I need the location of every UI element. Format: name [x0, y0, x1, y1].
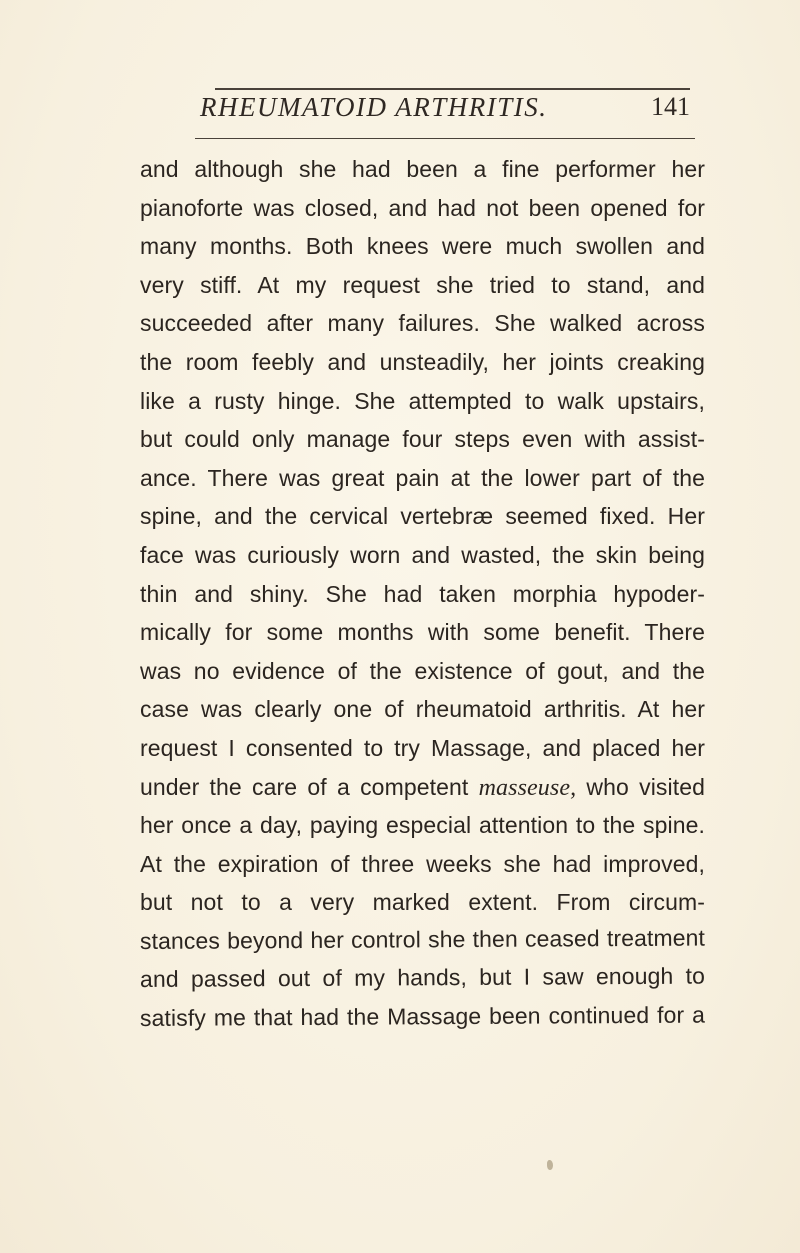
text-line: At the expiration of three weeks she had improved, — [140, 850, 705, 877]
text-line: pianoforte was closed, and had not been opened for — [140, 194, 705, 221]
text-run: under the care of a competent — [140, 773, 479, 800]
text-run: who visited — [576, 773, 705, 800]
text-line: face was curiously worn and wasted, the skin being — [140, 541, 705, 568]
text-line: was no evidence of the existence of gout, and the — [140, 657, 705, 684]
text-line: her once a day, paying especial attention to the spine. — [140, 812, 705, 839]
text-line: spine, and the cervical vertebræ seemed fixed. Her — [140, 503, 705, 530]
paper-speck — [547, 1160, 553, 1170]
page-number: 141 — [651, 92, 690, 121]
text-line: but not to a very marked extent. From circum- — [140, 889, 705, 916]
text-line: case was clearly one of rheumatoid arthritis. At her — [140, 696, 705, 723]
text-line: very stiff. At my request she tried to stand, and — [140, 271, 705, 298]
header-rule-top — [215, 88, 690, 90]
text-line: like a rusty hinge. She attempted to walk upstairs, — [140, 387, 705, 414]
body-text — [140, 150, 705, 1038]
running-title: RHEUMATOID ARTHRITIS. — [200, 92, 548, 122]
text-line: but could only manage four steps even with assist- — [140, 426, 705, 453]
text-line: mically for some months with some benefit. There — [140, 619, 705, 646]
text-line: request I consented to try Massage, and placed her — [140, 734, 705, 761]
text-line: many months. Both knees were much swollen and — [140, 233, 705, 260]
italic-term: masseuse, — [478, 774, 577, 801]
text-line: the room feebly and unsteadily, her joints creaking — [140, 348, 705, 375]
text-line: stances beyond her control she then ceased treatment — [139, 924, 706, 954]
header-rule-bottom — [195, 138, 695, 139]
text-line-with-italic — [140, 768, 705, 807]
text-line: and passed out of my hands, but I saw enough to — [139, 963, 706, 993]
text-line: satisfy me that had the Massage been continued for a — [139, 1001, 706, 1032]
text-line: succeeded after many failures. She walked across — [140, 310, 705, 337]
text-line: ance. There was great pain at the lower part of the — [140, 464, 705, 491]
text-line: and although she had been a fine performer her — [140, 156, 705, 182]
text-line: thin and shiny. She had taken morphia hypoder- — [140, 580, 705, 607]
running-head — [200, 92, 690, 132]
